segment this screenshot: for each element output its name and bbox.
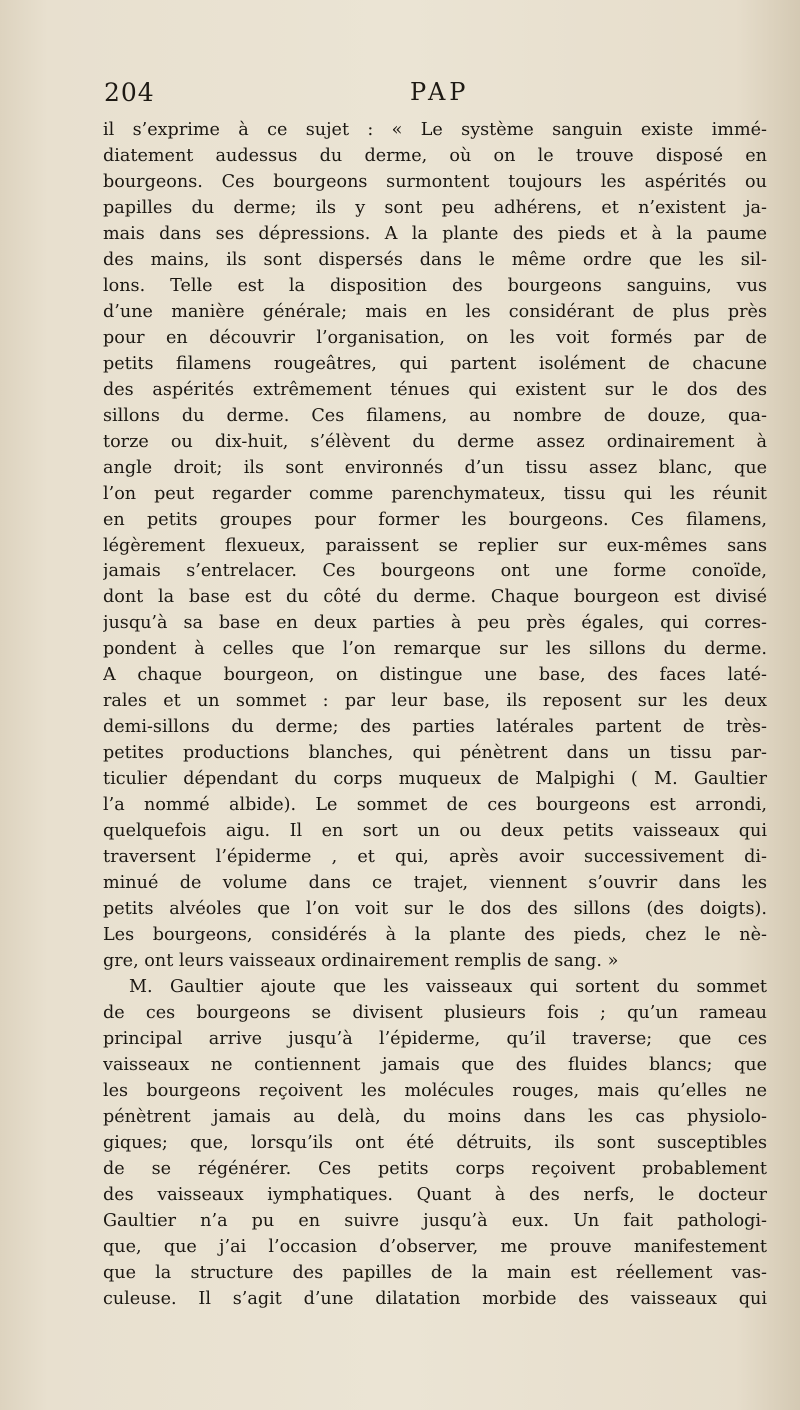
text-line: jusqu’à sa base en deux parties à peu près égales, qui corres- [103, 613, 767, 634]
text-line: diatement audessus du derme, où on le trouve disposé en [103, 145, 767, 166]
text-line: culeuse. Il s’agit d’une dilatation morbide des vaisseaux qui [103, 1288, 767, 1309]
text-line: de se régénérer. Ces petits corps reçoivent probablement [103, 1158, 767, 1179]
text-line: quelquefois aigu. Il en sort un ou deux petits vaisseaux qui [103, 821, 767, 842]
text-line: l’on peut regarder comme parenchymateux, tissu qui les réunit [103, 483, 767, 504]
text-line: sillons du derme. Ces filamens, au nombre de douze, qua- [103, 405, 767, 426]
text-line: il s’exprime à ce sujet : « Le système sanguin existe immé- [103, 120, 767, 140]
text-line: rales et un sommet : par leur base, ils reposent sur les deux [103, 691, 767, 712]
text-line: que, que j’ai l’occasion d’observer, me prouve manifestement [103, 1236, 767, 1257]
text-line: petits filamens rougeâtres, qui partent isolément de chacune [103, 353, 767, 374]
text-line: petites productions blanches, qui pénètrent dans un tissu par- [103, 743, 767, 764]
text-line: principal arrive jusqu’à l’épiderme, qu’il traverse; que ces [103, 1028, 767, 1049]
text-line: d’une manière générale; mais en les considérant de plus près [103, 301, 767, 322]
text-line: angle droit; ils sont environnés d’un tissu assez blanc, que [103, 457, 767, 478]
text-line: papilles du derme; ils y sont peu adhérens, et n’existent ja- [103, 197, 767, 218]
text-line: vaisseaux ne contiennent jamais que des fluides blancs; que [103, 1054, 767, 1075]
text-line: demi-sillons du derme; des parties latérales partent de très- [103, 717, 767, 738]
text-line: bourgeons. Ces bourgeons surmontent toujours les aspérités ou [103, 171, 767, 192]
text-line: A chaque bourgeon, on distingue une base, des faces laté- [103, 665, 767, 686]
text-line: Gaultier n’a pu en suivre jusqu’à eux. Un fait pathologi- [103, 1210, 767, 1231]
text-line: lons. Telle est la disposition des bourgeons sanguins, vus [103, 275, 767, 296]
text-line: les bourgeons reçoivent les molécules rouges, mais qu’elles ne [103, 1080, 767, 1101]
text-line: mais dans ses dépressions. A la plante des pieds et à la paume [103, 223, 767, 244]
running-head: PAP [410, 78, 470, 106]
text-line: giques; que, lorsqu’ils ont été détruits, ils sont susceptibles [103, 1132, 767, 1153]
text-line: que la structure des papilles de la main est réellement vas- [103, 1262, 767, 1283]
text-line: légèrement flexueux, paraissent se replier sur eux-mêmes sans [103, 535, 767, 556]
page-header [104, 78, 768, 118]
text-line: ticulier dépendant du corps muqueux de Malpighi ( M. Gaultier [103, 769, 767, 790]
text-line: de ces bourgeons se divisent plusieurs fois ; qu’un rameau [103, 1002, 767, 1023]
text-line: Les bourgeons, considérés à la plante des pieds, chez le nè- [103, 925, 767, 946]
text-line: l’a nommé albide). Le sommet de ces bourgeons est arrondi, [103, 795, 767, 816]
text-line: en petits groupes pour former les bourgeons. Ces filamens, [103, 509, 767, 530]
text-line: gre, ont leurs vaisseaux ordinairement remplis de sang. » [103, 951, 619, 971]
text-line: des vaisseaux iymphatiques. Quant à des nerfs, le docteur [103, 1184, 767, 1205]
text-line: des aspérités extrêmement ténues qui existent sur le dos des [103, 379, 767, 400]
body-text [103, 118, 767, 1313]
text-line: traversent l’épiderme , et qui, après avoir successivement di- [103, 847, 767, 868]
text-line: jamais s’entrelacer. Ces bourgeons ont une forme conoïde, [103, 561, 767, 582]
text-line: pour en découvrir l’organisation, on les voit formés par de [103, 327, 767, 348]
text-line: des mains, ils sont dispersés dans le même ordre que les sil- [103, 249, 767, 270]
text-line: dont la base est du côté du derme. Chaque bourgeon est divisé [103, 587, 767, 608]
page-number: 204 [104, 78, 155, 107]
text-line: minué de volume dans ce trajet, viennent s’ouvrir dans les [103, 873, 767, 894]
text-line: pondent à celles que l’on remarque sur les sillons du derme. [103, 639, 767, 660]
text-line: torze ou dix-huit, s’élèvent du derme assez ordinairement à [103, 431, 767, 452]
text-line: M. Gaultier ajoute que les vaisseaux qui sortent du sommet [129, 976, 767, 997]
text-line: petits alvéoles que l’on voit sur le dos des sillons (des doigts). [103, 899, 767, 920]
text-line: pénètrent jamais au delà, du moins dans les cas physiolo- [103, 1106, 767, 1127]
